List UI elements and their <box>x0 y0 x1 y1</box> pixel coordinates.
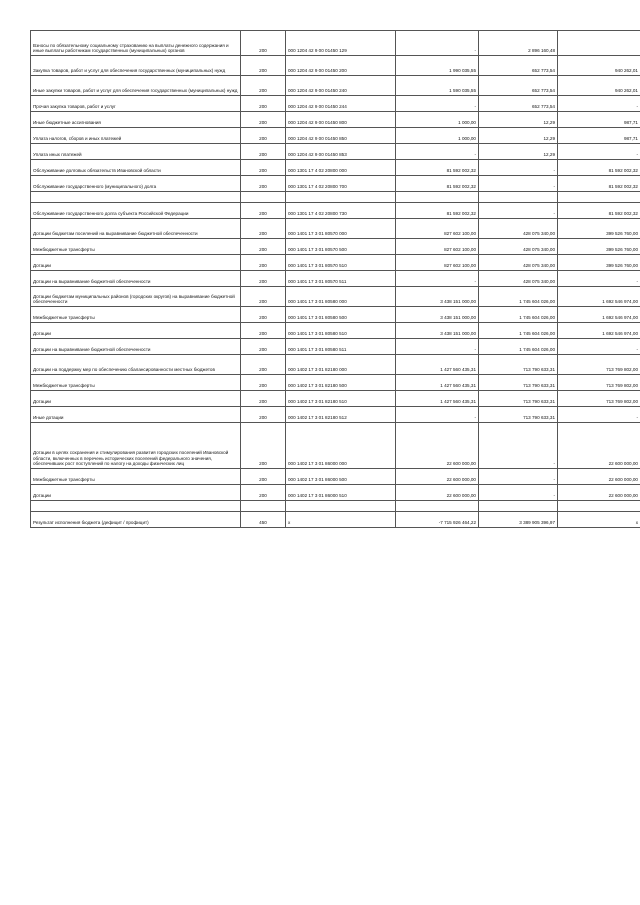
row-approved-amount-cell: 827 602 100,00 <box>396 255 479 271</box>
row-code-cell: 200 <box>241 176 286 192</box>
row-code-cell: 200 <box>241 203 286 219</box>
row-classification-code-cell: 000 1401 17 3 01 80580 511 <box>286 339 396 355</box>
row-code-cell: 200 <box>241 255 286 271</box>
table-row <box>31 355 640 375</box>
table-row <box>31 76 640 96</box>
row-approved-amount-cell: 81 592 002,32 <box>396 176 479 192</box>
row-name-cell: Обслуживание долговых обязательств Ивановской области <box>31 160 241 176</box>
row-code-cell: 200 <box>241 375 286 391</box>
row-approved-amount-cell: 22 600 000,00 <box>396 469 479 485</box>
row-classification-code-cell <box>286 501 396 512</box>
row-name-cell: Иные дотации <box>31 407 241 423</box>
row-classification-code-cell: 000 1204 42 9 00 01450 800 <box>286 112 396 128</box>
row-name-cell: Дотации <box>31 391 241 407</box>
row-executed-amount-cell: 12,29 <box>479 112 558 128</box>
row-approved-amount-cell: 1 427 560 435,31 <box>396 391 479 407</box>
row-classification-code-cell: 000 1401 17 3 01 80570 500 <box>286 239 396 255</box>
row-unexecuted-amount-cell: - <box>558 144 640 160</box>
row-classification-code-cell: 000 1401 17 3 01 80580 500 <box>286 307 396 323</box>
row-classification-code-cell: 000 1301 17 4 02 20800 730 <box>286 203 396 219</box>
row-code-cell: 200 <box>241 287 286 307</box>
row-unexecuted-amount-cell: 987,71 <box>558 112 640 128</box>
row-approved-amount-cell: 1 590 035,55 <box>396 76 479 96</box>
row-executed-amount-cell: 428 075 340,00 <box>479 271 558 287</box>
row-approved-amount-cell: 1 990 035,55 <box>396 56 479 76</box>
row-unexecuted-amount-cell: 1 692 546 974,00 <box>558 307 640 323</box>
table-row <box>31 287 640 307</box>
row-classification-code-cell: 000 1204 42 9 00 01450 853 <box>286 144 396 160</box>
row-unexecuted-amount-cell: 22 600 000,00 <box>558 485 640 501</box>
budget-report-sheet <box>30 30 638 528</box>
row-executed-amount-cell <box>479 501 558 512</box>
table-row <box>31 323 640 339</box>
table-row <box>31 339 640 355</box>
table-row <box>31 271 640 287</box>
row-unexecuted-amount-cell: 1 692 546 974,00 <box>558 287 640 307</box>
table-row <box>31 96 640 112</box>
row-code-cell: 200 <box>241 469 286 485</box>
row-executed-amount-cell: 428 075 340,00 <box>479 239 558 255</box>
row-classification-code-cell: 000 1301 17 4 02 20800 700 <box>286 176 396 192</box>
table-row <box>31 239 640 255</box>
table-row <box>31 255 640 271</box>
row-code-cell: 200 <box>241 160 286 176</box>
row-executed-amount-cell: 12,29 <box>479 128 558 144</box>
row-code-cell: 200 <box>241 339 286 355</box>
row-unexecuted-amount-cell: 940 262,01 <box>558 76 640 96</box>
row-classification-code-cell: 000 1204 42 9 00 01450 850 <box>286 128 396 144</box>
row-classification-code-cell: 000 1401 17 3 01 80570 510 <box>286 255 396 271</box>
row-classification-code-cell: 000 1402 17 3 01 86000 510 <box>286 485 396 501</box>
row-executed-amount-cell: - <box>479 469 558 485</box>
row-name-cell: Прочая закупка товаров, работ и услуг <box>31 96 241 112</box>
table-row <box>31 501 640 512</box>
row-approved-amount-cell: 22 600 000,00 <box>396 423 479 469</box>
row-unexecuted-amount-cell: 713 769 802,00 <box>558 375 640 391</box>
table-row <box>31 512 640 528</box>
row-name-cell <box>31 192 241 203</box>
row-name-cell: Обслуживание государственного (муниципального) долга <box>31 176 241 192</box>
table-row <box>31 391 640 407</box>
table-row <box>31 144 640 160</box>
row-code-cell: 200 <box>241 219 286 239</box>
row-executed-amount-cell: 2 896 160,48 <box>479 31 558 56</box>
row-unexecuted-amount-cell: 22 600 000,00 <box>558 469 640 485</box>
row-executed-amount-cell <box>479 192 558 203</box>
row-approved-amount-cell: 3 438 151 000,00 <box>396 323 479 339</box>
row-executed-amount-cell: 3 389 905 396,97 <box>479 512 558 528</box>
table-row <box>31 176 640 192</box>
row-name-cell: Межбюджетные трансферты <box>31 375 241 391</box>
row-name-cell: Уплата налогов, сборов и иных платежей <box>31 128 241 144</box>
row-unexecuted-amount-cell <box>558 501 640 512</box>
row-unexecuted-amount-cell: 399 526 760,00 <box>558 239 640 255</box>
row-code-cell: 200 <box>241 239 286 255</box>
row-code-cell: 200 <box>241 323 286 339</box>
table-row <box>31 307 640 323</box>
row-code-cell: 200 <box>241 128 286 144</box>
table-row <box>31 407 640 423</box>
table-row <box>31 219 640 239</box>
table-row <box>31 375 640 391</box>
row-classification-code-cell: x <box>286 512 396 528</box>
row-executed-amount-cell: - <box>479 203 558 219</box>
row-approved-amount-cell <box>396 192 479 203</box>
row-code-cell: 200 <box>241 423 286 469</box>
row-executed-amount-cell: 652 773,54 <box>479 76 558 96</box>
row-classification-code-cell: 000 1402 17 3 01 86000 000 <box>286 423 396 469</box>
row-name-cell: Дотации <box>31 323 241 339</box>
row-approved-amount-cell: - <box>396 144 479 160</box>
row-unexecuted-amount-cell: - <box>558 96 640 112</box>
row-name-cell: Межбюджетные трансферты <box>31 307 241 323</box>
row-executed-amount-cell: 713 790 633,31 <box>479 391 558 407</box>
row-approved-amount-cell: - <box>396 271 479 287</box>
row-approved-amount-cell: 1 000,00 <box>396 112 479 128</box>
row-classification-code-cell: 000 1204 42 9 00 01450 129 <box>286 31 396 56</box>
row-executed-amount-cell: 713 790 633,31 <box>479 375 558 391</box>
row-code-cell: 200 <box>241 391 286 407</box>
row-approved-amount-cell: - <box>396 96 479 112</box>
row-name-cell: Иные бюджетные ассигнования <box>31 112 241 128</box>
row-executed-amount-cell: - <box>479 423 558 469</box>
row-unexecuted-amount-cell: 713 769 802,00 <box>558 391 640 407</box>
row-executed-amount-cell: 12,29 <box>479 144 558 160</box>
row-approved-amount-cell: - <box>396 339 479 355</box>
row-executed-amount-cell: - <box>479 176 558 192</box>
row-name-cell: Дотации <box>31 255 241 271</box>
row-code-cell <box>241 501 286 512</box>
row-name-cell: Дотации на выравнивание бюджетной обеспеченности <box>31 339 241 355</box>
row-name-cell: Закупка товаров, работ и услуг для обеспечения государственных (муниципальных) нужд <box>31 56 241 76</box>
row-approved-amount-cell: 3 438 151 000,00 <box>396 287 479 307</box>
row-name-cell: Результат исполнения бюджета (дефицит / профицит) <box>31 512 241 528</box>
row-executed-amount-cell: - <box>479 160 558 176</box>
row-unexecuted-amount-cell: 713 769 802,00 <box>558 355 640 375</box>
row-executed-amount-cell: 428 075 340,00 <box>479 255 558 271</box>
row-code-cell: 200 <box>241 31 286 56</box>
row-executed-amount-cell: 652 773,54 <box>479 96 558 112</box>
row-approved-amount-cell: 1 427 560 435,31 <box>396 375 479 391</box>
row-name-cell: Обслуживание государственного долга субъекта Российской Федерации <box>31 203 241 219</box>
row-code-cell: 200 <box>241 96 286 112</box>
row-unexecuted-amount-cell <box>558 31 640 56</box>
row-approved-amount-cell: 1 000,00 <box>396 128 479 144</box>
table-row <box>31 203 640 219</box>
row-approved-amount-cell: 81 592 002,32 <box>396 203 479 219</box>
row-executed-amount-cell: 652 773,54 <box>479 56 558 76</box>
row-classification-code-cell: 000 1301 17 4 02 20800 000 <box>286 160 396 176</box>
table-row <box>31 485 640 501</box>
row-code-cell: 450 <box>241 512 286 528</box>
row-approved-amount-cell: 827 602 100,00 <box>396 219 479 239</box>
row-approved-amount-cell: - <box>396 31 479 56</box>
row-unexecuted-amount-cell: - <box>558 271 640 287</box>
table-row <box>31 56 640 76</box>
row-name-cell: Дотации на выравнивание бюджетной обеспеченности <box>31 271 241 287</box>
row-unexecuted-amount-cell: 987,71 <box>558 128 640 144</box>
row-unexecuted-amount-cell: 1 692 546 974,00 <box>558 323 640 339</box>
row-code-cell: 200 <box>241 485 286 501</box>
row-approved-amount-cell: 81 592 002,32 <box>396 160 479 176</box>
row-name-cell: Межбюджетные трансферты <box>31 239 241 255</box>
row-name-cell <box>31 501 241 512</box>
table-row <box>31 128 640 144</box>
row-code-cell: 200 <box>241 271 286 287</box>
row-classification-code-cell: 000 1204 42 9 00 01450 244 <box>286 96 396 112</box>
row-unexecuted-amount-cell: 399 526 760,00 <box>558 219 640 239</box>
row-unexecuted-amount-cell: - <box>558 339 640 355</box>
row-executed-amount-cell: 1 745 604 026,00 <box>479 339 558 355</box>
row-approved-amount-cell: -7 715 926 464,22 <box>396 512 479 528</box>
row-unexecuted-amount-cell: 81 592 002,32 <box>558 176 640 192</box>
table-row <box>31 192 640 203</box>
row-name-cell: Иные закупки товаров, работ и услуг для обеспечения государственных (муниципальных) нужд <box>31 76 241 96</box>
row-code-cell: 200 <box>241 56 286 76</box>
row-code-cell: 200 <box>241 355 286 375</box>
row-code-cell <box>241 192 286 203</box>
row-approved-amount-cell: 22 600 000,00 <box>396 485 479 501</box>
row-classification-code-cell: 000 1402 17 3 01 82180 510 <box>286 391 396 407</box>
table-row <box>31 423 640 469</box>
row-approved-amount-cell: 827 602 100,00 <box>396 239 479 255</box>
row-classification-code-cell: 000 1401 17 3 01 80580 000 <box>286 287 396 307</box>
table-row <box>31 160 640 176</box>
row-code-cell: 200 <box>241 407 286 423</box>
row-unexecuted-amount-cell <box>558 192 640 203</box>
budget-execution-table <box>30 30 640 528</box>
row-unexecuted-amount-cell: 22 600 000,00 <box>558 423 640 469</box>
row-classification-code-cell <box>286 192 396 203</box>
budget-table-body <box>31 31 640 528</box>
row-name-cell: Взносы по обязательному социальному страхованию на выплаты денежного содержания и иные выплаты работникам государственных (муниципальных) органов <box>31 31 241 56</box>
row-unexecuted-amount-cell: 81 592 002,32 <box>558 160 640 176</box>
row-unexecuted-amount-cell: 81 592 002,32 <box>558 203 640 219</box>
row-name-cell: Дотации бюджетам поселений на выравнивание бюджетной обеспеченности <box>31 219 241 239</box>
row-executed-amount-cell: 713 790 633,31 <box>479 407 558 423</box>
row-code-cell: 200 <box>241 76 286 96</box>
row-classification-code-cell: 000 1204 42 9 00 01450 240 <box>286 76 396 96</box>
row-name-cell: Дотации в целях сохранения и стимулирования развития городских поселений Ивановской области, включенных в перечень исторических поселений федерального значения, обеспечивших рост поступлений по налогу на доходы физических лиц <box>31 423 241 469</box>
row-approved-amount-cell: - <box>396 407 479 423</box>
row-classification-code-cell: 000 1204 42 9 00 01450 200 <box>286 56 396 76</box>
row-unexecuted-amount-cell: x <box>558 512 640 528</box>
row-executed-amount-cell: - <box>479 485 558 501</box>
row-name-cell: Уплата иных платежей <box>31 144 241 160</box>
row-classification-code-cell: 000 1402 17 3 01 82180 512 <box>286 407 396 423</box>
row-executed-amount-cell: 428 075 340,00 <box>479 219 558 239</box>
row-executed-amount-cell: 1 745 604 026,00 <box>479 287 558 307</box>
row-classification-code-cell: 000 1401 17 3 01 80580 510 <box>286 323 396 339</box>
row-name-cell: Дотации <box>31 485 241 501</box>
row-classification-code-cell: 000 1402 17 3 01 82180 000 <box>286 355 396 375</box>
row-classification-code-cell: 000 1401 17 3 01 80570 511 <box>286 271 396 287</box>
row-approved-amount-cell: 3 438 151 000,00 <box>396 307 479 323</box>
row-code-cell: 200 <box>241 307 286 323</box>
row-classification-code-cell: 000 1402 17 3 01 82180 500 <box>286 375 396 391</box>
table-row <box>31 112 640 128</box>
row-executed-amount-cell: 1 745 604 026,00 <box>479 323 558 339</box>
row-approved-amount-cell <box>396 501 479 512</box>
row-unexecuted-amount-cell: 940 262,01 <box>558 56 640 76</box>
row-name-cell: Дотации бюджетам муниципальных районов (городских округов) на выравнивание бюджетной обеспеченности <box>31 287 241 307</box>
row-code-cell: 200 <box>241 112 286 128</box>
row-code-cell: 200 <box>241 144 286 160</box>
row-classification-code-cell: 000 1402 17 3 01 86000 500 <box>286 469 396 485</box>
row-unexecuted-amount-cell: - <box>558 407 640 423</box>
table-row <box>31 469 640 485</box>
row-unexecuted-amount-cell: 399 526 760,00 <box>558 255 640 271</box>
row-classification-code-cell: 000 1401 17 3 01 80570 000 <box>286 219 396 239</box>
row-approved-amount-cell: 1 427 560 435,31 <box>396 355 479 375</box>
row-name-cell: Межбюджетные трансферты <box>31 469 241 485</box>
row-name-cell: Дотации на поддержку мер по обеспечению сбалансированности местных бюджетов <box>31 355 241 375</box>
row-executed-amount-cell: 713 790 633,31 <box>479 355 558 375</box>
row-executed-amount-cell: 1 745 604 026,00 <box>479 307 558 323</box>
table-row <box>31 31 640 56</box>
